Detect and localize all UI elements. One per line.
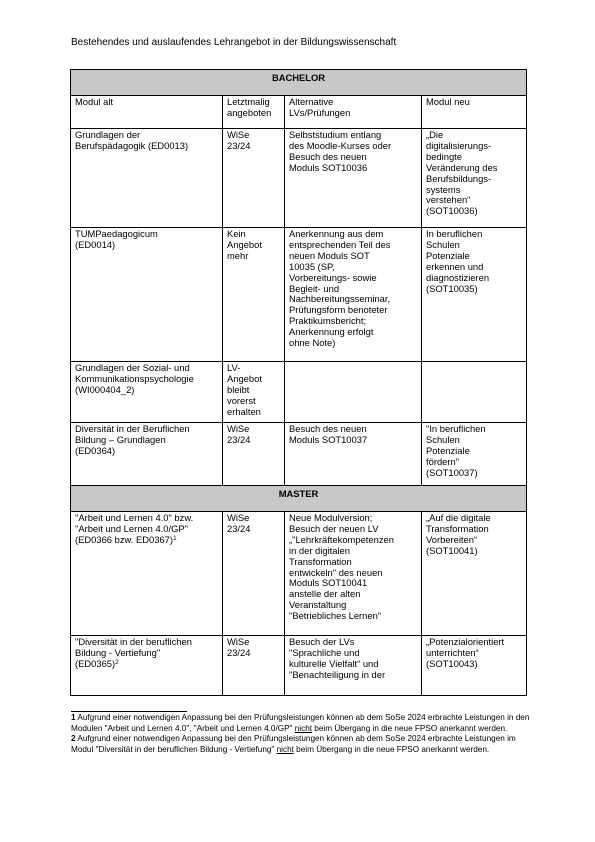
cell-alternative: Neue Modulversion; Besuch der neuen LV „"Lehrkräftekompetenzen in der digitalen Transformation entwickeln" des neuen Moduls SOT10041 anstelle der alten Veranstaltung "Betriebliches Lernen" (285, 512, 422, 636)
footnotes (71, 713, 531, 755)
header-modul-alt: Modul alt (71, 96, 223, 129)
table-row (71, 129, 527, 228)
cell-modul-alt (71, 636, 223, 696)
cell-alternative: Anerkennung aus dem entsprechenden Teil des neuen Moduls SOT 10035 (SP, Vorbereitungs- sowie Begleit- und Nachbereitungsseminar, Prüfungsform benoteter Praktikumsbericht; Anerkennung erfolgt ohne Note) (285, 228, 422, 362)
table-row (71, 512, 527, 636)
page-heading: Bestehendes und auslaufendes Lehrangebot in der Bildungswissenschaft (71, 37, 397, 48)
section-label-master: MASTER (71, 486, 527, 512)
cell-modul-alt: Diversität in der Beruflichen Bildung – Grundlagen (ED0364) (71, 423, 223, 486)
cell-letztmalig: LV- Angebot bleibt vorerst erhalten (223, 362, 285, 423)
footnote-mark: 1 (71, 713, 76, 722)
section-label-bachelor: BACHELOR (71, 70, 527, 96)
cell-modul-alt: Grundlagen der Sozial- und Kommunikationspsychologie (WI000404_2) (71, 362, 223, 423)
cell-modul-neu: "In beruflichen Schulen Potenziale fördern" (SOT10037) (422, 423, 527, 486)
curriculum-table (70, 69, 527, 696)
cell-alternative: Selbststudium entlang des Moodle-Kurses oder Besuch des neuen Moduls SOT10036 (285, 129, 422, 228)
cell-modul-neu-text: „Potenzialorientiert unterrichten“ (SOT10043) (426, 637, 505, 669)
header-letztmalig: Letztmalig angeboten (223, 96, 285, 129)
cell-modul-alt-text: "Arbeit und Lernen 4.0" bzw. "Arbeit und Lernen 4.0/GP" (ED0366 bzw. ED0367) (75, 512, 194, 545)
cell-modul-alt: TUMPaedagogicum (ED0014) (71, 228, 223, 362)
table-row (71, 423, 527, 486)
section-row-bachelor (71, 70, 527, 96)
cell-modul-neu (422, 636, 527, 696)
footnote-text: Aufgrund einer notwendigen Anpassung bei den Prüfungsleistungen können ab dem SoSe 2024 erbrachte Leistungen in den Modulen "Arbeit und Lernen 4.0", "Arbeit und Lernen 4.0/GP" (71, 713, 530, 733)
footnote-ref: 1 (172, 534, 177, 542)
cell-modul-alt (71, 512, 223, 636)
cell-modul-neu: In beruflichen Schulen Potenziale erkennen und diagnostizieren (SOT10035) (422, 228, 527, 362)
cell-alternative (285, 362, 422, 423)
header-alternative: Alternative LVs/Prüfungen (285, 96, 422, 129)
cell-letztmalig-text: WiSe 23/24 (227, 637, 251, 658)
cell-letztmalig (223, 636, 285, 696)
footnote-text: beim Übergang in die neue FPSO anerkannt werden. (293, 744, 490, 754)
cell-modul-neu: „Die digitalisierungs- bedingte Veränderung des Berufsbildungs- systems verstehen“ (SOT10036) (422, 129, 527, 228)
footnote-text: beim Übergang in die neue FPSO anerkannt werden. (312, 723, 508, 733)
footnote-mark: 2 (71, 734, 76, 744)
cell-letztmalig: WiSe 23/24 (223, 423, 285, 486)
footnote-ref: 2 (115, 658, 119, 666)
footnote-emphasis: nicht (276, 744, 294, 754)
cell-modul-alt: Grundlagen der Berufspädagogik (ED0013) (71, 129, 223, 228)
cell-modul-neu: „Auf die digitale Transformation Vorbereiten“ (SOT10041) (422, 512, 527, 636)
cell-letztmalig: WiSe 23/24 (223, 129, 285, 228)
table-row (71, 636, 527, 696)
cell-letztmalig: WiSe 23/24 (223, 512, 285, 636)
cell-alternative-text: Besuch der LVs "Sprachliche und kulturelle Vielfalt“ und "Benachteiligung in der (289, 637, 386, 680)
cell-modul-neu (422, 362, 527, 423)
footnote-1 (71, 713, 531, 734)
footnote-divider (71, 711, 187, 712)
header-modul-neu: Modul neu (422, 96, 527, 129)
cell-alternative: Besuch des neuen Moduls SOT10037 (285, 423, 422, 486)
footnote-2 (71, 734, 531, 755)
cell-modul-alt-text: "Diversität in der beruflichen Bildung - Vertiefung" (ED0365) (75, 637, 192, 669)
section-row-master (71, 486, 527, 512)
cell-letztmalig: Kein Angebot mehr (223, 228, 285, 362)
table-row (71, 228, 527, 362)
footnote-text: Aufgrund einer notwendigen Anpassung bei den Prüfungsleistungen können ab dem SoSe 2024 erbrachte Leistungen im Modul "Diversität in der beruflichen Bildung - Vertiefung" (71, 734, 516, 754)
table-header-row (71, 96, 527, 129)
footnote-emphasis: nicht (294, 723, 313, 733)
cell-alternative (285, 636, 422, 696)
table-row (71, 362, 527, 423)
